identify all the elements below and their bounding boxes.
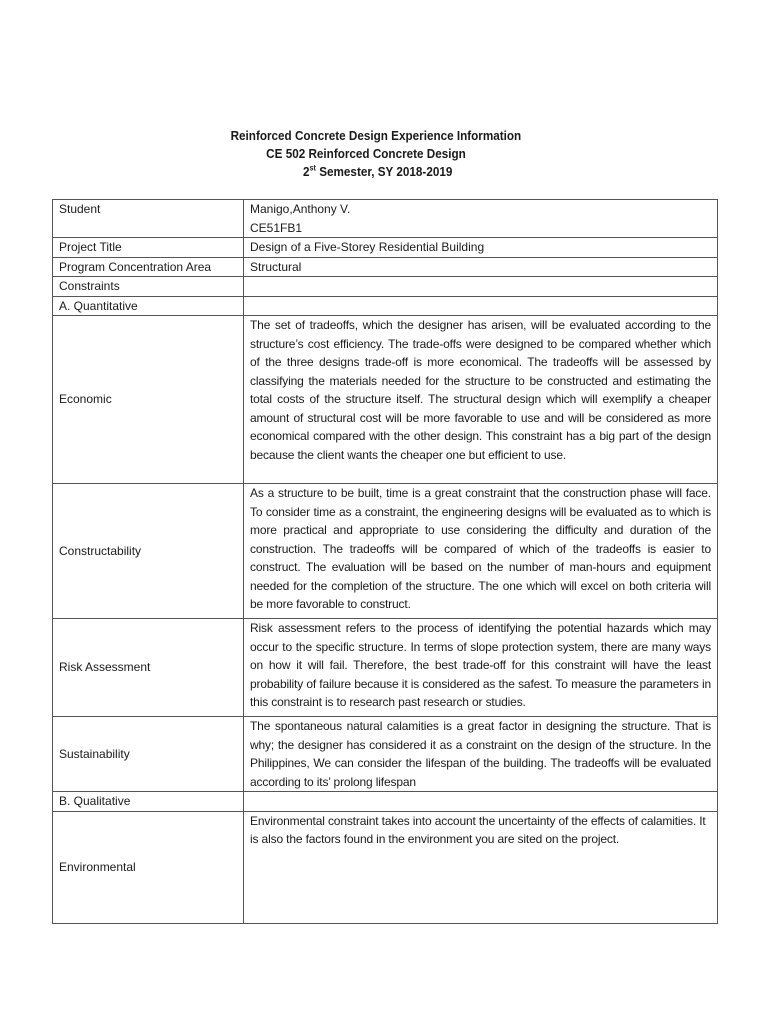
- header-course: CE 502 Reinforced Concrete Design: [266, 146, 466, 161]
- label-project-title: Project Title: [53, 238, 244, 258]
- value-economic: The set of tradeoffs, which the designer has arisen, will be evaluated according to the structure’s cost efficiency. The trade-offs were designed to be compared whether which of the three designs trade-off is more economical. The tradeoffs will be assessed by classifying the materials needed for the structure to be constructed and estimating the total costs of the structure itself. The structural design which will exemplify a cheaper amount of structural cost will be more favorable to use and will be considered as more economical compared with the other design. This constraint has a big part of the design because the client wants the cheaper one but efficient to use.: [244, 316, 718, 484]
- value-qualitative: [244, 792, 718, 812]
- value-risk-assessment: Risk assessment refers to the process of identifying the potential hazards which may occur to the specific structure. In terms of slope protection system, there are many ways on how it will fail. Therefore, the best trade-off for this constraint will have the least probability of failure because it is considered as the safest. To measure the parameters in this constraint is to research past research or studies.: [244, 619, 718, 717]
- label-program-area: Program Concentration Area: [53, 257, 244, 277]
- label-sustainability: Sustainability: [53, 717, 244, 792]
- row-constructability: [53, 484, 718, 619]
- label-qualitative: B. Qualitative: [53, 792, 244, 812]
- row-sustainability: [53, 717, 718, 792]
- value-student: [244, 200, 718, 238]
- student-name: Manigo,Anthony V.: [250, 202, 351, 216]
- value-constructability: As a structure to be built, time is a great constraint that the construction phase will face. To consider time as a constraint, the engineering designs will be evaluated as to which is more practical and appropriate to use considering the difficulty and duration of the construction. The tradeoffs will be compared of which of the tradeoffs is easier to construct. The evaluation will be based on the number of man-hours and equipment needed for the completion of the structure. The one which will excel on both criteria will be more favorable to construct.: [244, 484, 718, 619]
- row-economic: [53, 316, 718, 484]
- value-program-area: Structural: [244, 257, 718, 277]
- label-constraints: Constraints: [53, 277, 244, 297]
- label-quantitative: A. Quantitative: [53, 296, 244, 316]
- value-quantitative: [244, 296, 718, 316]
- student-section: CE51FB1: [250, 220, 303, 235]
- row-constraints: [53, 277, 718, 297]
- value-project-title: Design of a Five-Storey Residential Building: [244, 238, 718, 258]
- row-quantitative: [53, 296, 718, 316]
- row-qualitative: [53, 792, 718, 812]
- value-constraints: [244, 277, 718, 297]
- value-sustainability: The spontaneous natural calamities is a great factor in designing the structure. That is why; the designer has considered it as a constraint on the design of the structure. In the Philippines, We can consider the lifespan of the building. The tradeoffs will be evaluated according to its’ prolong lifespan: [244, 717, 718, 792]
- label-risk-assessment: Risk Assessment: [53, 619, 244, 717]
- experience-info-table: [52, 199, 718, 924]
- row-project-title: [53, 238, 718, 258]
- row-program-area: [53, 257, 718, 277]
- label-constructability: Constructability: [53, 484, 244, 619]
- row-student: [53, 200, 718, 238]
- label-economic: Economic: [53, 316, 244, 484]
- header-title: Reinforced Concrete Design Experience Information: [230, 128, 522, 143]
- row-environmental: [53, 811, 718, 923]
- label-environmental: Environmental: [53, 811, 244, 923]
- value-environmental: Environmental constraint takes into account the uncertainty of the effects of calamities. It is also the factors found in the environment you are sited on the project.: [244, 811, 718, 923]
- document-header: [38, 127, 729, 181]
- row-risk-assessment: [53, 619, 718, 717]
- header-semester: 2st Semester, SY 2018-2019: [303, 163, 453, 179]
- label-student: Student: [53, 200, 244, 238]
